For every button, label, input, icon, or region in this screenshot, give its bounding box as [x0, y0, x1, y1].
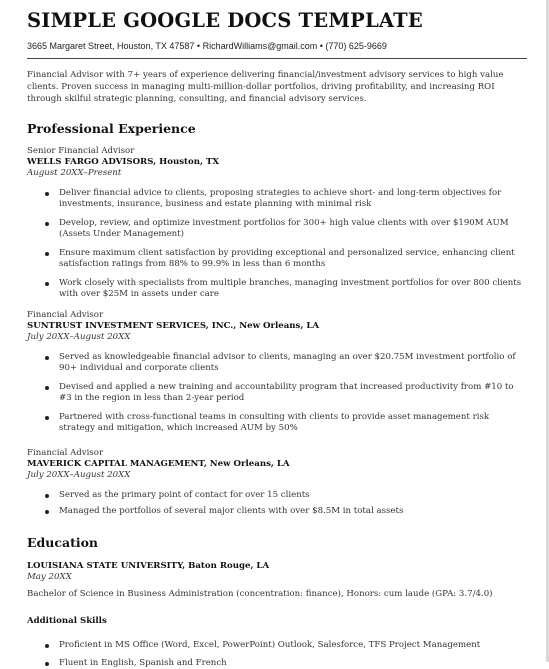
list-item: Served as knowledgeable financial advisor to clients, managing an over $20.75M investment portfolio of 90+ individual and corporate clients	[27, 352, 523, 374]
skills-heading: Additional Skills	[27, 616, 107, 626]
list-item: Served as the primary point of contact for over 15 clients	[27, 490, 523, 501]
job-title: Financial Advisor	[27, 310, 104, 320]
skills-section	[27, 640, 523, 669]
job-title: Financial Advisor	[27, 448, 104, 458]
header-divider	[27, 58, 527, 59]
list-item: Managed the portfolios of several major clients with over $8.5M in total assets	[27, 506, 523, 517]
list-item: Partnered with cross-functional teams in consulting with clients to provide asset management risk strategy and mitigation, which increased AUM by 50%	[27, 412, 523, 434]
employer-location: , New Orleans, LA	[203, 459, 290, 469]
employer-name: MAVERICK CAPITAL MANAGEMENT	[27, 459, 204, 469]
job-title: Senior Financial Advisor	[27, 146, 135, 156]
degree-line: Bachelor of Science in Business Administration (concentration: finance), Honors: cum laude (GPA: 3.7/4.0)	[27, 589, 493, 599]
job-dates: July 20XX–August 20XX	[27, 332, 131, 342]
employer-name: SUNTRUST INVESTMENT SERVICES, INC.	[27, 321, 234, 331]
job-dates: July 20XX–August 20XX	[27, 470, 131, 480]
job-bullets	[27, 490, 523, 517]
job-employer	[27, 321, 523, 332]
resume-title: SIMPLE GOOGLE DOCS TEMPLATE	[27, 9, 423, 32]
list-item: Devised and applied a new training and accountability program that increased productivity from #10 to #3 in the region in less than 2-year period	[27, 382, 523, 404]
school-name: LOUISIANA STATE UNIVERSITY	[27, 561, 183, 571]
education-entry	[27, 561, 523, 600]
summary-paragraph: Financial Advisor with 7+ years of experience delivering financial/investment advisory services to high value clients. Proven success in managing multi-million-dollar portfolios, driving profitability, and increasing ROI through skilful strategic planning, consulting, and financial advisory services.	[27, 70, 504, 104]
skills-list	[27, 640, 523, 669]
job-bullets	[27, 188, 523, 300]
list-item: Deliver financial advice to clients, proposing strategies to achieve short- and long-term objectives for investments, insurance, business and estate planning with minimal risk	[27, 188, 523, 210]
employer-location: , New Orleans, LA	[233, 321, 320, 331]
education-date: May 20XX	[27, 572, 72, 582]
school-line	[27, 561, 523, 572]
employer-location: , Houston, TX	[153, 157, 220, 167]
list-item: Proficient in MS Office (Word, Excel, PowerPoint) Outlook, Salesforce, TFS Project Management	[27, 640, 523, 651]
experience-heading: Professional Experience	[27, 121, 196, 136]
contact-line: 3665 Margaret Street, Houston, TX 47587 • RichardWilliams@gmail.com • (770) 625-9669	[27, 41, 387, 51]
job-dates: August 20XX–Present	[27, 168, 122, 178]
list-item: Work closely with specialists from multiple branches, managing investment portfolios for over 800 clients with over $25M in assets under care	[27, 278, 523, 300]
school-location: , Baton Rouge, LA	[182, 561, 270, 571]
list-item: Ensure maximum client satisfaction by providing exceptional and personalized service, enhancing client satisfaction ratings from 88% to 99.9% in less than 6 months	[27, 248, 523, 270]
job-employer	[27, 459, 523, 470]
job-employer	[27, 157, 523, 168]
job-bullets	[27, 352, 523, 434]
employer-name: WELLS FARGO ADVISORS	[27, 157, 154, 167]
list-item: Fluent in English, Spanish and French	[27, 658, 523, 669]
job-entry-2	[27, 310, 523, 434]
list-item: Develop, review, and optimize investment portfolios for 300+ high value clients with over $190M AUM (Assets Under Management)	[27, 218, 523, 240]
education-heading: Education	[27, 535, 99, 550]
job-entry-1	[27, 146, 523, 300]
job-entry-3	[27, 448, 523, 517]
